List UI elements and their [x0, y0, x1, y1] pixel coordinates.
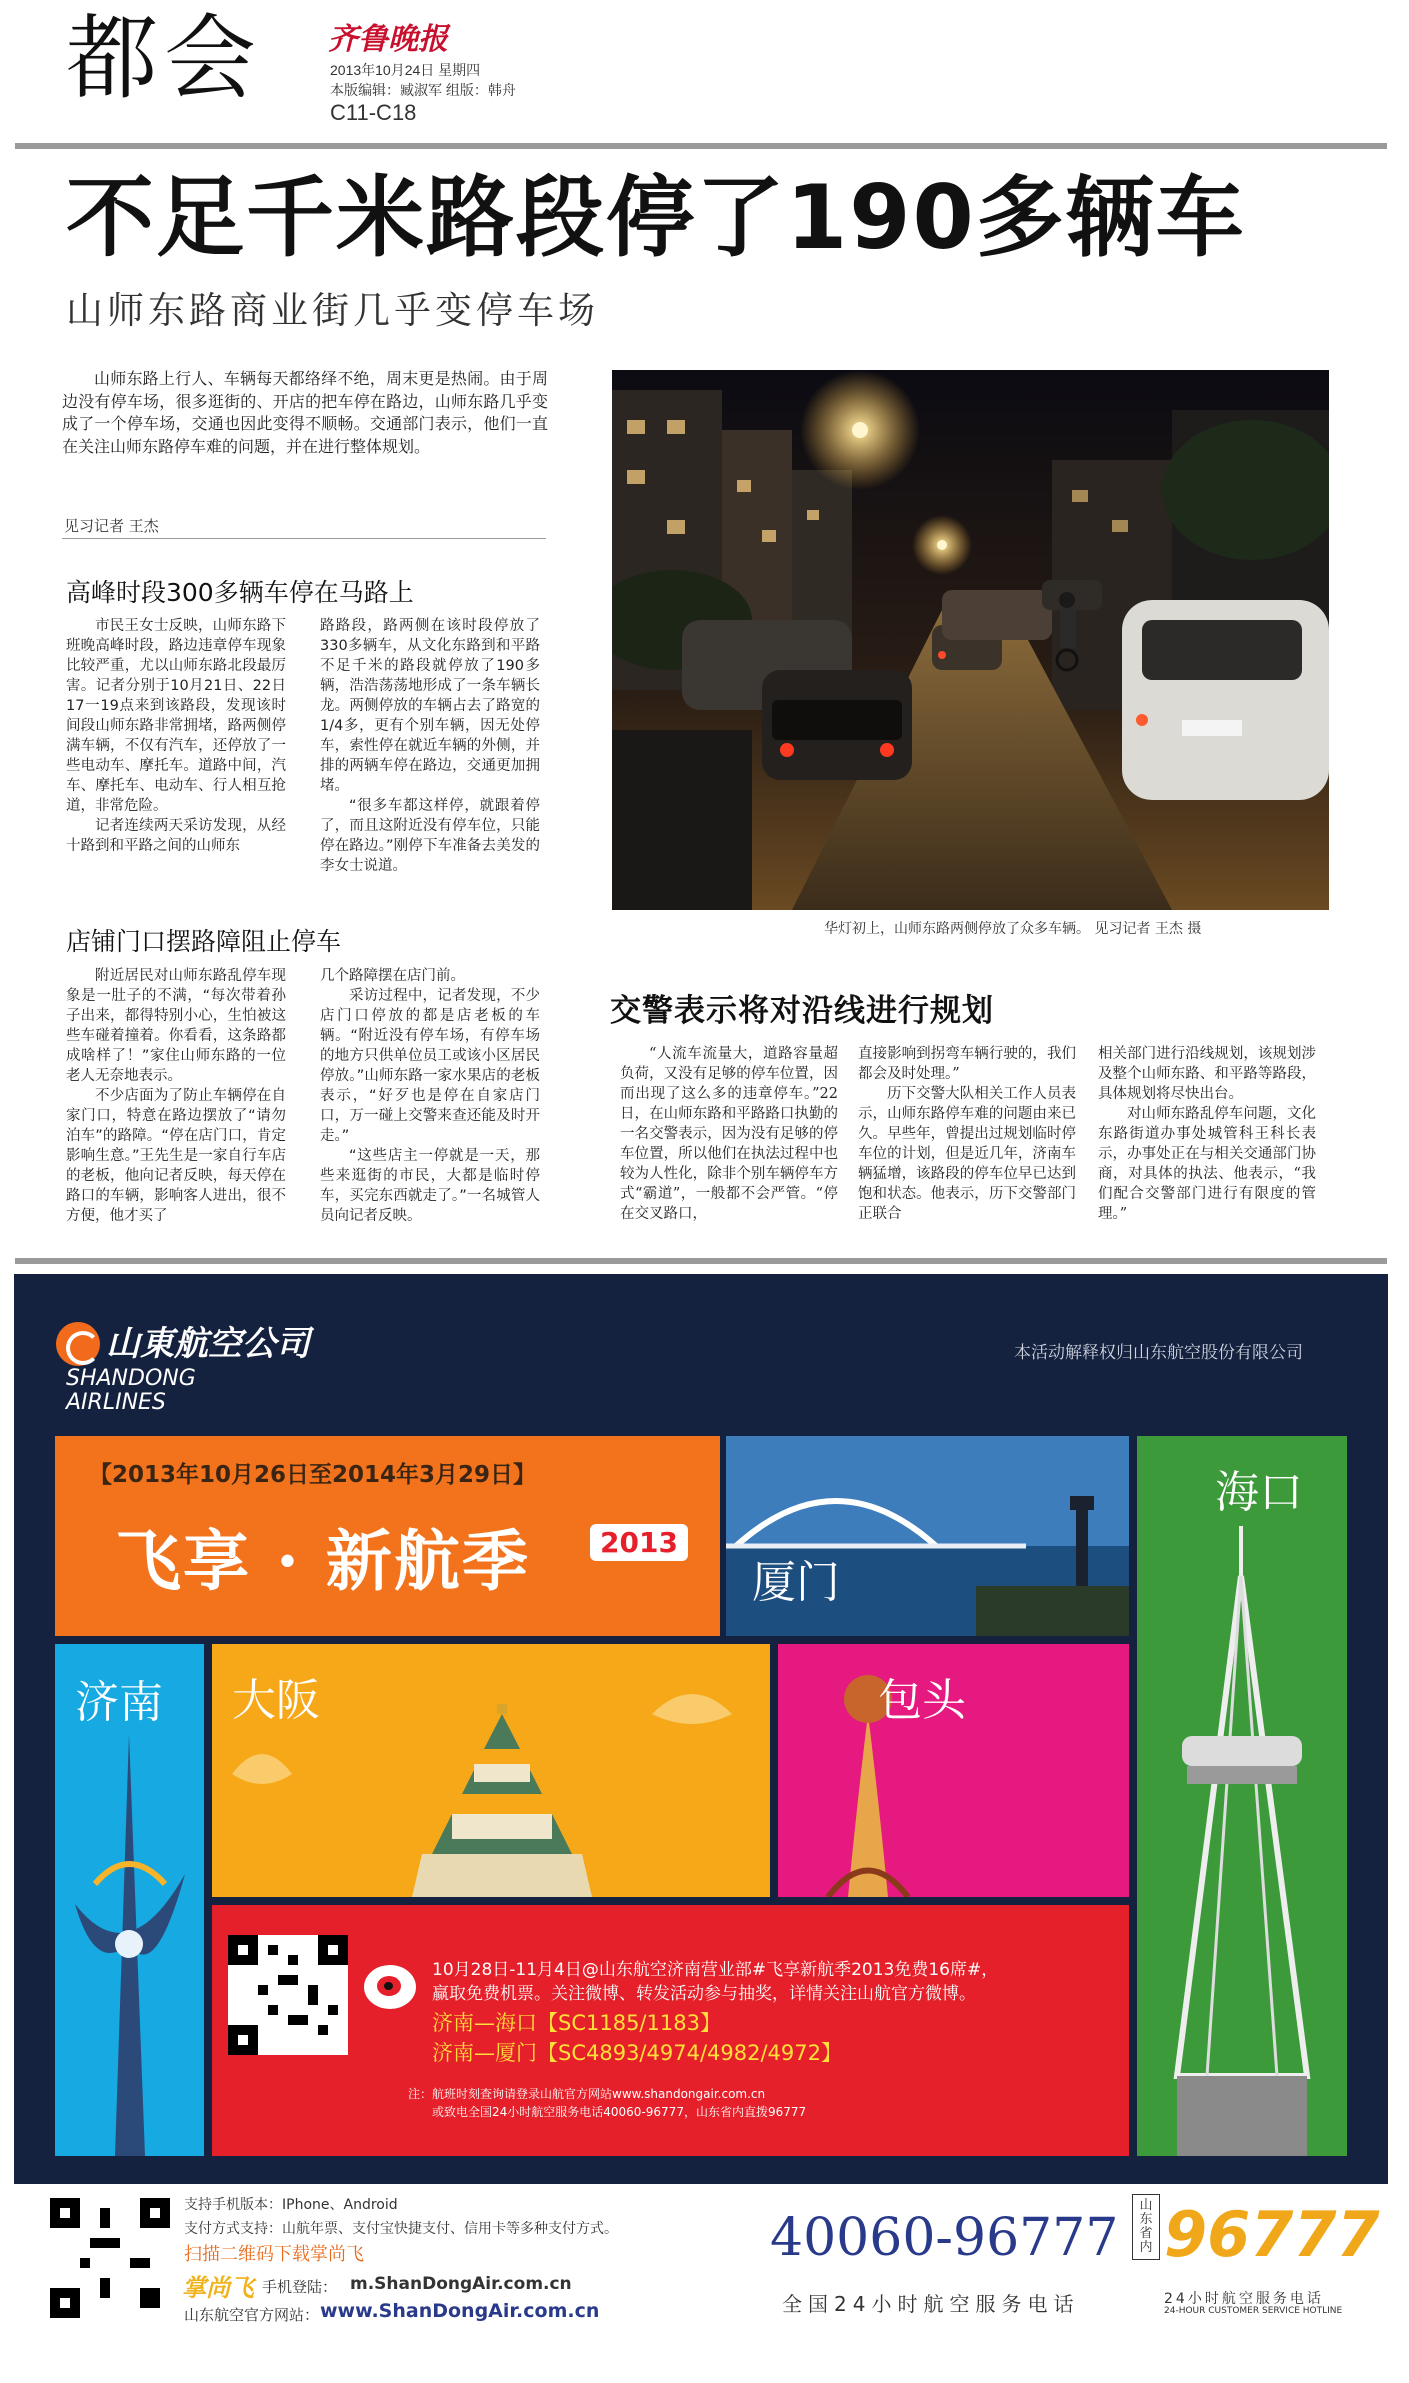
- section3-col1-para1: “人流车流量大，道路容量超负荷，又没有足够的停车位置，因而出现了这么多的违章停车。”22日，在山师东路和平路路口执勤的一名交警表示，因为没有足够的停车位置，所以他们在执法过程中也较为人性化，除非个别车辆停车方式“霸道”，一般都不会严管。“停在交叉路口，: [620, 1046, 838, 1222]
- section3-column3: [1098, 1044, 1316, 1242]
- footer-mobile-label: 手机登陆：: [262, 2278, 338, 2296]
- section1-column2: [320, 616, 540, 896]
- footer-scan-line: 扫描二维码下载掌尚飞: [184, 2244, 364, 2265]
- hotline-number: 40060-96777: [770, 2208, 1119, 2268]
- byline: 见习记者 王杰: [64, 517, 159, 535]
- app-name-logo: 掌尚飞: [182, 2274, 254, 2302]
- section2-column2: [320, 966, 540, 1241]
- section3-title: 交警表示将对沿线进行规划: [610, 993, 994, 1029]
- haikou-tile: [1137, 1436, 1347, 2156]
- section1-title: 高峰时段300多辆车停在马路上: [66, 578, 414, 607]
- osaka-tile: [212, 1644, 770, 1897]
- masthead-rule: [15, 143, 1387, 149]
- footer-site-url[interactable]: www.ShanDongAir.com.cn: [320, 2300, 600, 2322]
- photo-caption: 华灯初上，山师东路两侧停放了众多车辆。 见习记者 王杰 摄: [824, 921, 1202, 937]
- section3-column2: [858, 1044, 1076, 1242]
- province-tag: 山东省内: [1132, 2194, 1160, 2260]
- promo-line-1: 10月28日-11月4日@山东航空济南营业部#飞享新航季2013免费16席#，: [432, 1960, 999, 1980]
- section1-col1-para2: 记者连续两天采访发现，从经十路到和平路之间的山师东: [66, 818, 286, 854]
- article-bottom-rule: [15, 1258, 1387, 1264]
- route-jinan-xiamen: 济南—厦门【SC4893/4974/4982/4972】: [432, 2041, 842, 2065]
- baotou-tile: [778, 1644, 1129, 1897]
- footer-site-label: 山东航空官方网站：: [184, 2306, 320, 2324]
- brand-name-cn: 山東航空公司: [106, 1324, 310, 1364]
- section2-column1: [66, 966, 286, 1241]
- campaign-date-range: 【2013年10月26日至2014年3月29日】: [89, 1462, 537, 1488]
- section3-col2-para1: 直接影响到拐弯车辆行驶的，我们都会及时处理。”: [858, 1046, 1076, 1082]
- section2-col2-para2: 采访过程中，记者发现，不少店门口停放的都是店老板的车辆。“附近没有停车场，有停车场的地方只供单位员工或该小区居民停放。”山师东路一家水果店的老板表示，“好歹也是停在自家店门口，万一碰上交警来查还能及时开走。”: [320, 988, 540, 1144]
- date-line: 2013年10月24日 星期四: [330, 62, 481, 78]
- brand-name-en-1: SHANDONG: [66, 1366, 196, 1391]
- footer-payment-line: 支付方式支持：山航年票、支付宝快捷支付、信用卡等多种支付方式。: [184, 2221, 618, 2237]
- sub-headline: 山师东路商业街几乎变停车场: [66, 289, 599, 332]
- airline-advertisement: [14, 1274, 1388, 2184]
- xiamen-tile: [726, 1436, 1129, 1636]
- section3-col3-para1: 相关部门进行沿线规划，该规划涉及整个山师东路、和平路等路段，具体规划将尽快出台。: [1098, 1046, 1316, 1102]
- campaign-tile: [55, 1436, 720, 1636]
- editor-line: 本版编辑：臧淑军 组版：韩舟: [330, 82, 516, 98]
- route-jinan-haikou: 济南—海口【SC1185/1183】: [432, 2011, 721, 2035]
- section1-column1: [66, 616, 286, 896]
- hotline-caption: 全国24小时航空服务电话: [782, 2292, 1080, 2316]
- city-label-haikou: 海口: [1215, 1467, 1303, 1518]
- byline-rule: [62, 538, 546, 539]
- brand-name-en-2: AIRLINES: [66, 1390, 166, 1415]
- local-hotline-caption-en: 24-HOUR CUSTOMER SERVICE HOTLINE: [1164, 2306, 1343, 2316]
- section2-col2-para1: 几个路障摆在店门前。: [320, 968, 465, 984]
- city-label-jinan: 济南: [75, 1677, 163, 1728]
- section1-col2-para2: “很多车都这样停，就跟着停了，而且这附近没有停车位，只能停在路边。”刚停下车准备去美发的李女士说道。: [320, 798, 540, 874]
- haikou-tower-illustration: [1137, 1436, 1347, 2156]
- footer-mobile-url[interactable]: m.ShanDongAir.com.cn: [350, 2274, 572, 2294]
- section1-col1-para1: 市民王女士反映，山师东路下班晚高峰时段，路边违章停车现象比较严重，尤以山师东路北段最厉害。记者分别于10月21日、22日17一19点来到该路段，发现该时间段山师东路非常拥堵，路两侧停满车辆，不仅有汽车，还停放了一些电动车、摩托车。道路中间，汽车、摩托车、电动车、行人相互抢道，非常危险。: [66, 618, 286, 814]
- section3-col2-para2: 历下交警大队相关工作人员表示，山师东路停车难的问题由来已久。早些年，曾提出过规划临时停车位的计划，但是近几年，济南车辆猛增，该路段的停车位早已达到饱和状态。他表示，历下交警部门正联合: [858, 1086, 1076, 1222]
- street-photo: [612, 370, 1329, 910]
- city-label-baotou: 包头: [878, 1675, 966, 1726]
- city-label-osaka: 大阪: [232, 1675, 320, 1726]
- page-range: C11-C18: [330, 100, 417, 125]
- promo-qr-code[interactable]: [228, 1935, 348, 2055]
- campaign-title: 飞享 · 新航季: [115, 1522, 530, 1600]
- section-title: 都会: [66, 5, 263, 112]
- airline-logo-icon: [56, 1322, 100, 1366]
- jinan-tile: [55, 1644, 204, 2156]
- promo-tile: [212, 1905, 1129, 2156]
- newspaper-logo: 齐鲁晚报: [328, 22, 448, 57]
- local-hotline-number: 96777: [1164, 2198, 1380, 2271]
- city-label-xiamen: 厦门: [752, 1557, 840, 1608]
- promo-line-2: 赢取免费机票。关注微博、转发活动参与抽奖，详情关注山航官方微博。: [432, 1984, 976, 2004]
- main-headline: 不足千米路段停了190多辆车: [66, 166, 1246, 269]
- app-qr-code[interactable]: [50, 2198, 170, 2318]
- campaign-year-badge: 2013: [590, 1524, 688, 1561]
- footer-support-line: 支持手机版本：IPhone、Android: [184, 2197, 398, 2213]
- rights-note: 本活动解释权归山东航空股份有限公司: [1014, 1343, 1303, 1363]
- section2-col2-para3: “这些店主一停就是一天，那些来逛街的市民，大都是临时停车，买完东西就走了。”一名城管人员向记者反映。: [320, 1148, 540, 1224]
- section2-col1-para2: 不少店面为了防止车辆停在自家门口，特意在路边摆放了“请勿泊车”的路障。“停在店门口，肯定影响生意。”王先生是一家自行车店的老板，他向记者反映，每天停在路口的车辆，影响客人进出，很不方便，他才买了: [66, 1088, 286, 1224]
- lead-paragraph: 山师东路上行人、车辆每天都络绎不绝，周末更是热闹。由于周边没有停车场，很多逛街的、开店的把车停在路边，山师东路几乎变成了一个停车场，交通也因此变得不顺畅。交通部门表示，他们一直在关注山师东路停车难的问题，并在进行整体规划。: [62, 369, 548, 456]
- section3-column1: [620, 1044, 838, 1242]
- ad-footer: [14, 2184, 1388, 2380]
- note-line-1: 注：航班时刻查询请登录山航官方网站www.shandongair.com.cn: [408, 2087, 766, 2101]
- local-hotline-caption-cn: 24小时航空服务电话: [1164, 2291, 1324, 2307]
- note-line-2: 或致电全国24小时航空服务电话40060-96777，山东省内直拨96777: [432, 2105, 807, 2119]
- section2-col1-para1: 附近居民对山师东路乱停车现象是一肚子的不满，“每次带着孙子出来，都得特别小心，生怕被这些车碰着撞着。你看看，这条路都成啥样了！”家住山师东路的一位老人无奈地表示。: [66, 968, 286, 1084]
- weibo-icon: [364, 1965, 416, 2009]
- section1-col2-para1: 路路段，路两侧在该时段停放了330多辆车，从文化东路到和平路不足千米的路段就停放了190多辆，浩浩荡荡地形成了一条车辆长龙。两侧停放的车辆占去了路宽的1/4多，更有个别车辆，因无处停车，索性停在就近车辆的外侧，并排的两辆车停在路边，交通更加拥堵。: [320, 618, 540, 794]
- section3-col3-para2: 对山师东路乱停车问题，文化东路街道办事处城管科王科长表示，办事处正在与相关交通部门协商，对具体的执法、他表示，“我们配合交警部门进行有限度的管理。”: [1098, 1106, 1316, 1222]
- section2-title: 店铺门口摆路障阻止停车: [66, 927, 342, 956]
